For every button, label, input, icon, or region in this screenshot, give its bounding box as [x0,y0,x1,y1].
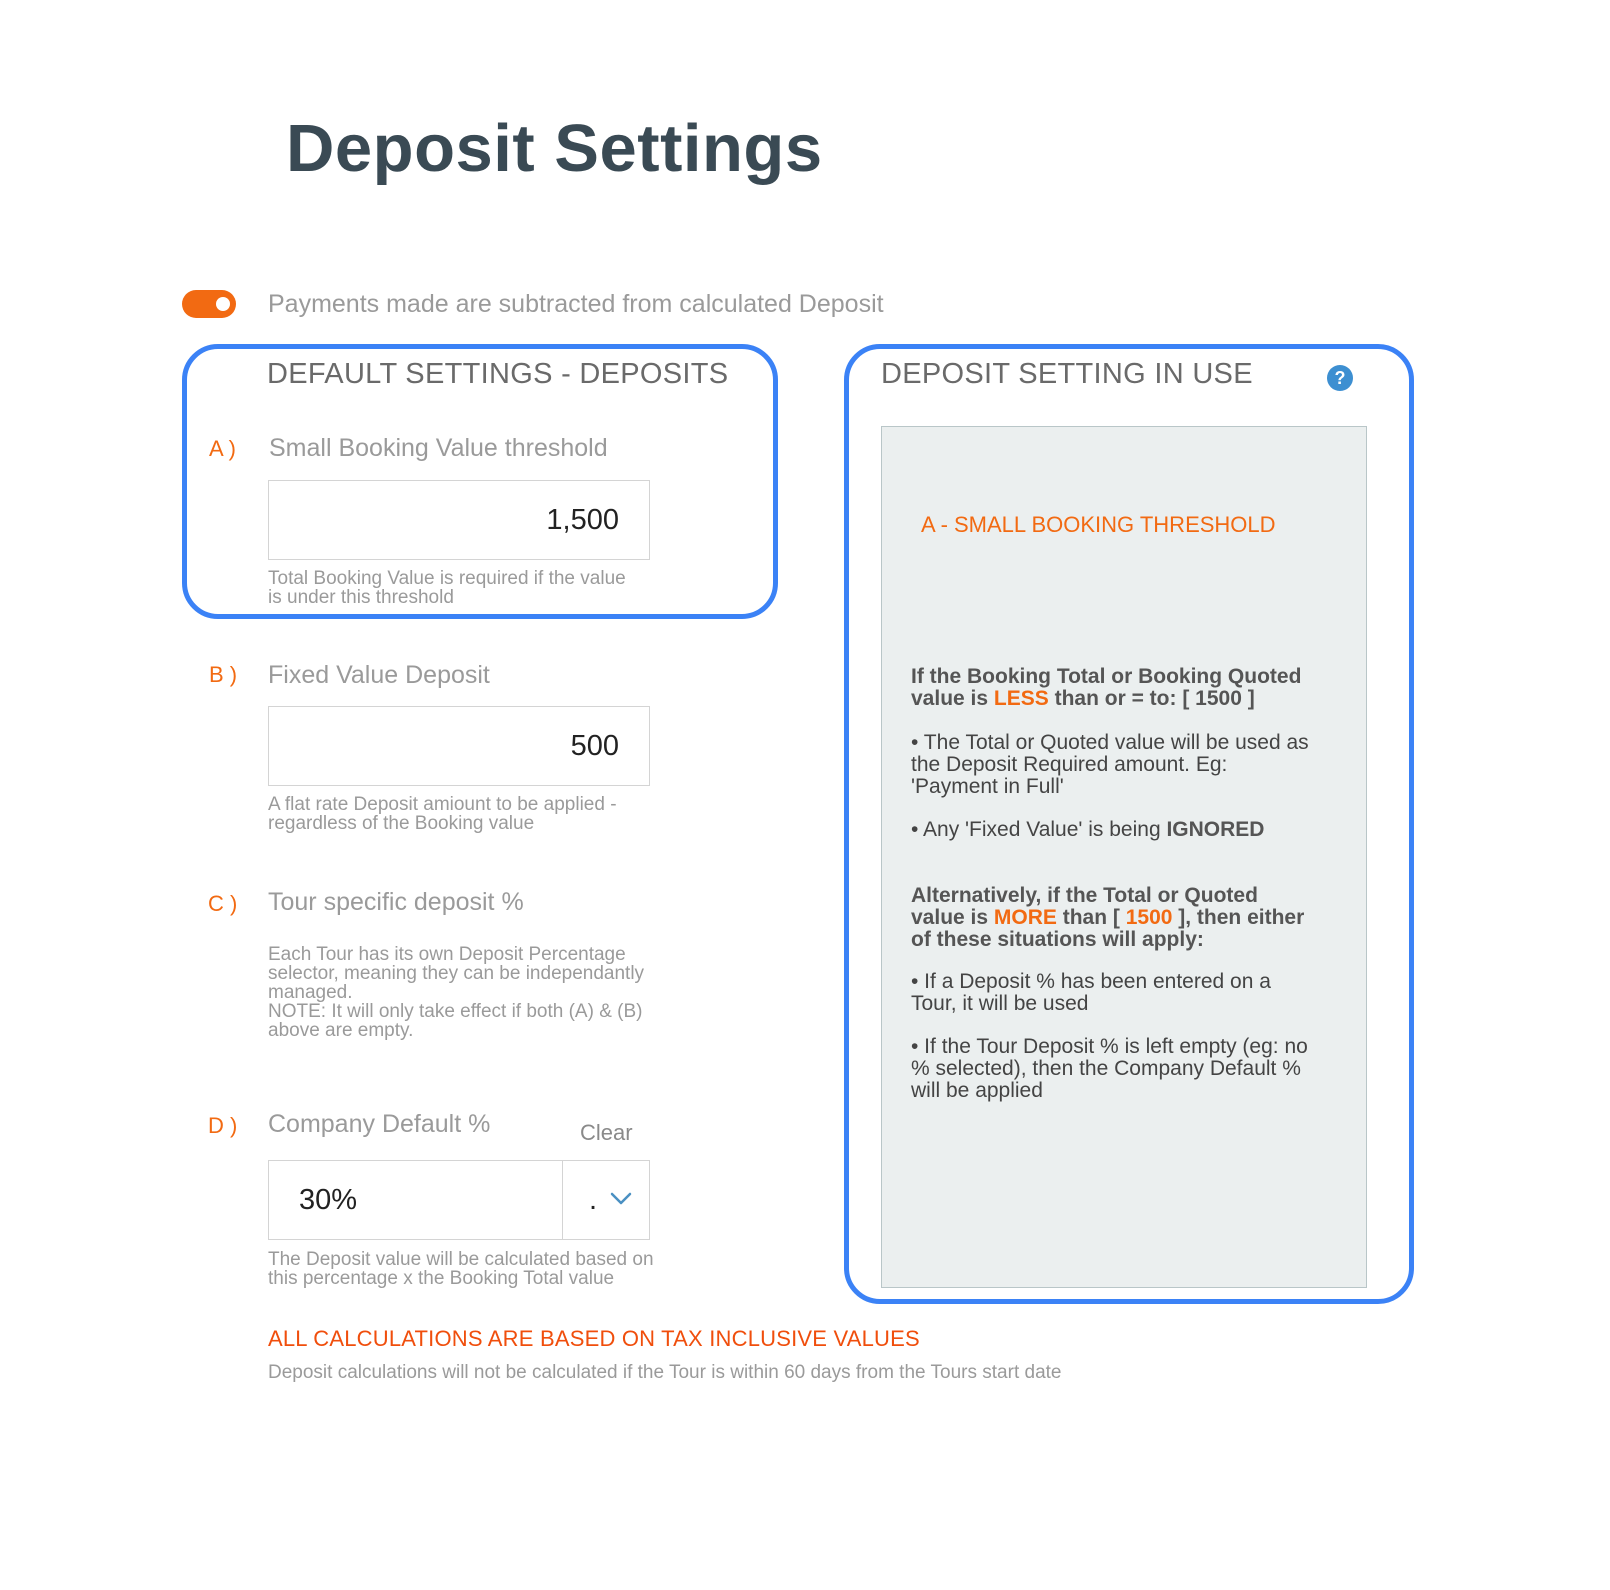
section-d-letter: D ) [208,1113,238,1138]
bullet-line: • If the Tour Deposit % is left empty (eg: no [911,1035,1308,1058]
condition-text: value is [911,906,994,929]
condition-text: ], then either [1172,906,1305,929]
svg-text:?: ? [1334,368,1346,388]
bullet-tour-deposit-used [911,971,1341,1015]
tour-specific-deposit-helper [268,945,688,1040]
toggle-knob [216,297,230,311]
in-use-heading: A - SMALL BOOKING THRESHOLD [921,512,1276,537]
page-title: Deposit Settings [286,111,823,186]
helper-line: is under this threshold [268,587,454,608]
company-default-helper [268,1250,654,1288]
bullet-line: • If a Deposit % has been entered on a [911,970,1271,993]
company-default-label: Company Default % [268,1110,491,1138]
bullet-line: the Deposit Required amount. Eg: [911,753,1228,776]
fixed-value-deposit-helper [268,795,617,833]
bullet-fixed-ignored [911,819,1341,841]
select-dot: . [589,1184,598,1216]
condition-line [911,907,1341,929]
condition-line [911,688,1341,710]
select-divider [562,1161,563,1239]
helper-line: this percentage x the Booking Total value [268,1268,615,1289]
small-booking-threshold-label: Small Booking Value threshold [269,434,608,462]
helper-line: A flat rate Deposit amiount to be applied - [268,794,617,815]
default-settings-title: DEFAULT SETTINGS - DEPOSITS [267,358,729,390]
condition-line: If the Booking Total or Booking Quoted [911,665,1302,688]
question-circle-icon[interactable] [1326,364,1354,392]
bullet-text: • Any 'Fixed Value' is being [911,818,1167,841]
tax-inclusive-note: ALL CALCULATIONS ARE BASED ON TAX INCLUSIVE VALUES [268,1326,920,1351]
bullet-company-default-applied [911,1036,1341,1102]
condition-text: than or = to: [ 1500 ] [1048,687,1255,710]
bullet-line: will be applied [911,1079,1043,1102]
less-highlight: LESS [993,687,1049,710]
ignored-text: IGNORED [1166,818,1265,841]
helper-line: selector, meaning they can be independantly [268,963,645,984]
helper-line: above are empty. [268,1020,414,1041]
small-booking-threshold-input[interactable]: 1,500 [268,480,650,560]
helper-line: NOTE: It will only take effect if both (A) & (B) [268,1001,643,1022]
company-default-select[interactable] [268,1160,650,1240]
tour-specific-deposit-label: Tour specific deposit % [268,888,524,916]
deposit-in-use-title: DEPOSIT SETTING IN USE [881,358,1253,390]
small-booking-threshold-helper [268,569,626,607]
bullet-line: 'Payment in Full' [911,775,1064,798]
deposit-in-use-panel [881,426,1367,1288]
section-b-letter: B ) [209,662,238,687]
condition-text: than [ [1056,906,1126,929]
threshold-number: 1500 [1125,906,1173,929]
fixed-value-deposit-input[interactable]: 500 [268,706,650,786]
clear-button[interactable]: Clear [580,1120,633,1145]
condition-line: Alternatively, if the Total or Quoted [911,884,1258,907]
fixed-value-deposit-label: Fixed Value Deposit [268,661,490,689]
more-than-condition [911,885,1341,951]
helper-line: regardless of the Booking value [268,813,535,834]
helper-line: managed. [268,982,353,1003]
toggle-label: Payments made are subtracted from calculated Deposit [268,290,884,318]
company-default-value: 30% [299,1184,358,1216]
payments-subtracted-toggle[interactable] [182,290,236,318]
condition-text: value is [911,687,994,710]
less-than-condition [911,666,1341,710]
bullet-line: • The Total or Quoted value will be used as [911,731,1309,754]
more-highlight: MORE [993,906,1057,929]
helper-line: Each Tour has its own Deposit Percentage [268,944,626,965]
deposit-60-days-note: Deposit calculations will not be calculated if the Tour is within 60 days from the Tours start date [268,1362,1062,1383]
helper-line: The Deposit value will be calculated based on [268,1249,654,1270]
bullet-line: Tour, it will be used [911,992,1089,1015]
section-a-letter: A ) [209,436,236,461]
bullet-total-used [911,732,1341,798]
bullet-line: % selected), then the Company Default % [911,1057,1301,1080]
chevron-down-icon [609,1191,633,1207]
helper-line: Total Booking Value is required if the value [268,568,626,589]
condition-line: of these situations will apply: [911,928,1204,951]
section-c-letter: C ) [208,891,238,916]
